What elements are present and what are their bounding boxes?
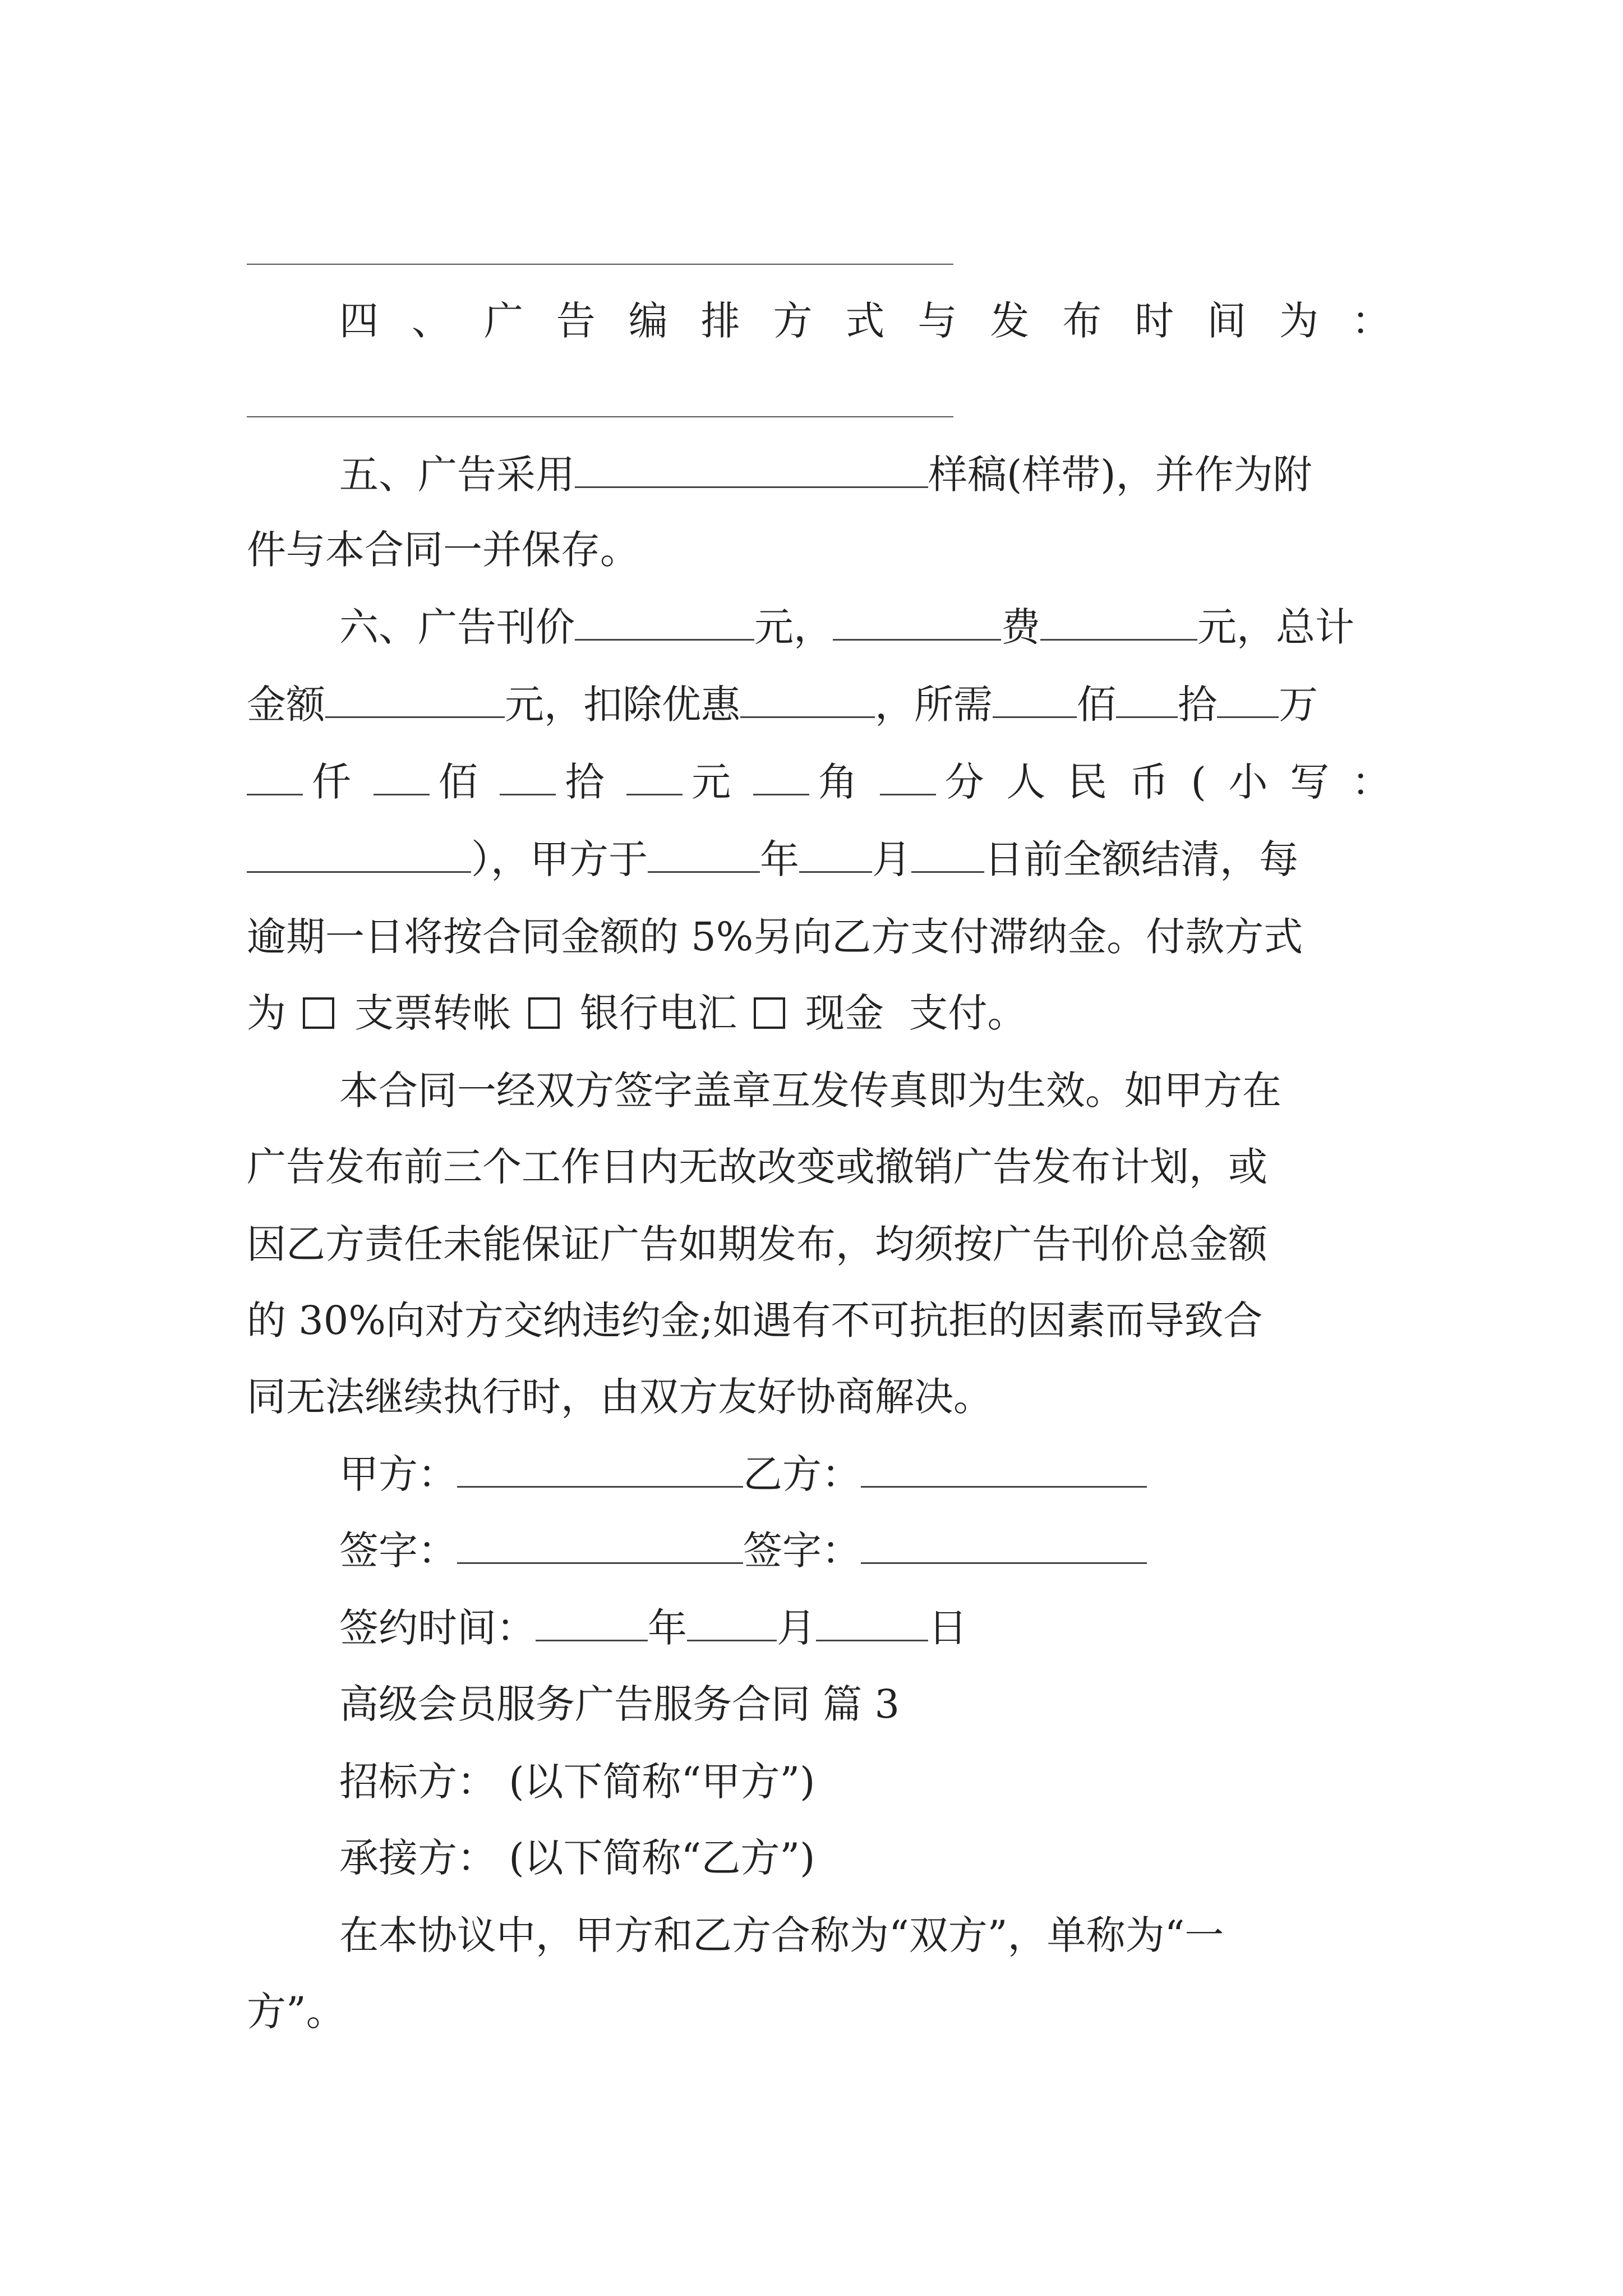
unit-blank[interactable] [880,756,936,795]
unit-group [753,754,857,810]
clause-4-char: 与 [917,298,957,344]
clause-5-line2: 件与本合同一并保存。 [247,527,639,573]
unit-group [374,754,478,810]
effect-line2: 广告发布前三个工作日内无故改变或撤销广告发布计划，或 [247,1144,1267,1190]
hundred-blank[interactable] [993,678,1077,718]
amount-char: 币 [1129,759,1169,805]
checkbox-cash[interactable] [754,997,785,1029]
unit-group [880,754,984,810]
unit-group [626,754,731,810]
payment-method-line: 为 支票转帐 银行电汇 现金 支付。 [247,990,1027,1036]
unit-label: 分 [944,759,984,805]
sign-b-blank[interactable] [861,1524,1147,1564]
party-line: 甲方： 乙方： [339,1446,1391,1502]
unit-blank[interactable] [753,756,809,795]
clause-4-char: 发 [990,298,1030,344]
blank-rule-clause4 [247,416,953,417]
clause-4-char: 编 [628,298,668,344]
pay-year-blank[interactable] [648,833,760,873]
amount-char: ： [1351,759,1391,805]
ten-blank[interactable] [1116,678,1178,718]
clause-6-line4: ），甲方于 年 月 日前全额结清，每 [247,831,1391,887]
amount-char: 写 [1290,759,1330,805]
clause-4-char: ： [1351,298,1391,344]
clause-6-line3 [247,754,1391,810]
contractor-line: 承接方： (以下简称“乙方”) [339,1835,815,1881]
clause-4-char: 方 [773,298,813,344]
amount-char: ( [1191,759,1206,805]
unit-label: 元 [691,759,731,805]
unit-blank[interactable] [500,756,556,795]
wan-blank[interactable] [1217,678,1279,718]
amount-char: 人 [1006,759,1046,805]
blank-rule-top [247,264,953,265]
clause-6-line5: 逾期一日将按合同金额的 5%另向乙方支付滞纳金。付款方式 [247,914,1303,960]
sign-line: 签字： 签字： [339,1522,1391,1579]
sign-date-line: 签约时间： 年 月 日 [339,1600,1391,1656]
unit-label: 角 [818,759,857,805]
clause-4-line [339,293,1391,349]
effect-line4: 的 30%向对方交纳违约金;如遇有不可抗拒的因素而导致合 [247,1297,1263,1343]
fee-type-blank[interactable] [833,601,1001,641]
sample-blank[interactable] [575,448,928,488]
discount-blank[interactable] [740,678,875,718]
clause-6-line2: 金额 元，扣除优惠 ，所需 佰 拾 万 [247,677,1391,733]
clause-4-char: 为 [1279,298,1318,344]
unit-label: 拾 [565,759,605,805]
sign-month-blank[interactable] [687,1602,777,1641]
clause-4-char: 式 [845,298,885,344]
unit-label: 仟 [312,759,351,805]
unit-label: 佰 [438,759,478,805]
sign-day-blank[interactable] [816,1602,928,1641]
sign-a-blank[interactable] [457,1524,743,1564]
clause-6-line1: 六、广告刊价 元， 费 元，总计 [339,599,1391,655]
section-title: 高级会员服务广告服务合同 篇 3 [339,1681,900,1727]
unit-blank[interactable] [247,756,303,795]
unit-blank[interactable] [626,756,683,795]
unit-blank[interactable] [374,756,430,795]
lowercase-amount-blank[interactable] [247,833,471,873]
bidder-line: 招标方： (以下简称“甲方”) [339,1759,815,1805]
clause-4-char: 、 [411,298,451,344]
clause-4-char: 布 [1062,298,1102,344]
unit-group [247,754,351,810]
clause-4-char: 排 [700,298,740,344]
total-blank[interactable] [325,678,505,718]
effect-line1: 本合同一经双方签字盖章互发传真即为生效。如甲方在 [339,1068,1281,1114]
amount-char: 小 [1228,759,1268,805]
checkbox-check[interactable] [303,997,334,1029]
effect-line3: 因乙方责任未能保证广告如期发布，均须按广告刊价总金额 [247,1221,1267,1267]
unit-group [500,754,604,810]
intro-line2: 方”。 [247,1989,345,2035]
party-b-blank[interactable] [861,1448,1147,1488]
clause-5-line1: 五、广告采用 样稿(样带)，并作为附 [339,447,1391,503]
clause-4-char: 四 [339,298,379,344]
amount-char: 民 [1068,759,1108,805]
sign-year-blank[interactable] [536,1602,648,1641]
clause-4-char: 时 [1135,298,1174,344]
pay-day-blank[interactable] [911,833,984,873]
pay-month-blank[interactable] [799,833,872,873]
checkbox-wire[interactable] [528,997,560,1029]
fee-amount-blank[interactable] [1040,601,1197,641]
effect-line5: 同无法继续执行时，由双方友好协商解决。 [247,1374,993,1420]
clause-4-char: 间 [1207,298,1247,344]
clause-4-char: 告 [556,298,596,344]
price-blank[interactable] [575,601,754,641]
clause-4-char: 广 [483,298,523,344]
party-a-blank[interactable] [457,1448,743,1488]
intro-line1: 在本协议中，甲方和乙方合称为“双方”，单称为“一 [339,1912,1224,1958]
